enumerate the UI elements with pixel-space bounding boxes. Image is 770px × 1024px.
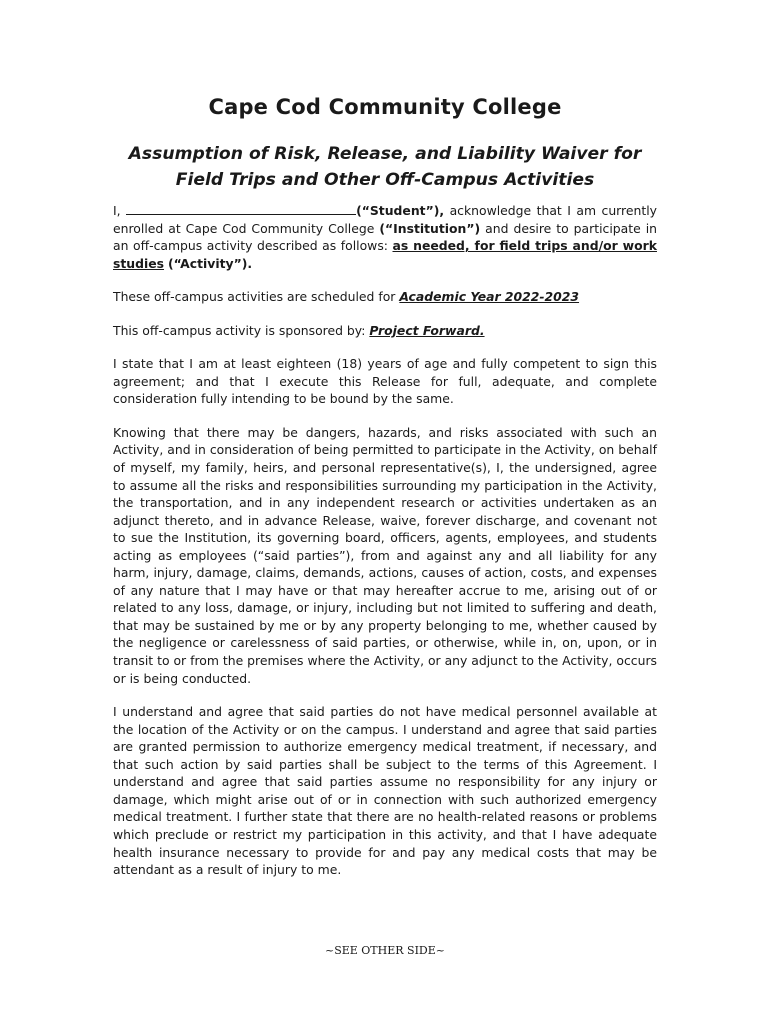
subtitle-line-1: Assumption of Risk, Release, and Liability Waiver for bbox=[128, 144, 642, 164]
sponsor-label: This off-campus activity is sponsored by: bbox=[113, 322, 366, 338]
schedule-line bbox=[113, 288, 657, 306]
institution-label: (“Institution”) bbox=[379, 220, 481, 236]
pronoun-i: I, bbox=[113, 203, 121, 218]
enrollment-text: acknowledge that I am currently enrolled at Cape Cod Community College bbox=[113, 203, 657, 236]
sponsor-value: Project Forward. bbox=[369, 322, 485, 338]
sponsor-line bbox=[113, 322, 657, 340]
subtitle-line-2: Field Trips and Other Off-Campus Activities bbox=[175, 170, 595, 190]
activity-label: (“Activity”). bbox=[167, 255, 253, 271]
participation-text: and desire to participate in an off-campus activity described as follows: bbox=[113, 220, 657, 254]
activity-description: as needed, for field trips and/or work studies bbox=[113, 238, 657, 271]
student-name-blank[interactable] bbox=[126, 202, 356, 215]
schedule-value: Academic Year 2022-2023 bbox=[399, 289, 580, 305]
student-label: (“Student”), bbox=[356, 203, 445, 218]
college-title: Cape Cod Community College bbox=[208, 95, 562, 119]
document-body bbox=[113, 202, 657, 895]
see-other-side-note: ~SEE OTHER SIDE~ bbox=[324, 944, 445, 957]
medical-paragraph: I understand and agree that said parties do not have medical personnel available at the location of the Activity or on the campus. I understand and agree that said parties are granted permission to authorize emergency medical treatment, if necessary, and that such action by said parties shall be subject to the terms of this Agreement. I understand and agree that said parties assume no responsibility for any injury or damage, which might arise out of or in connection with such authorized emergency medical treatment. I further state that there are no health-related reasons or problems which preclude or restrict my participation in this activity, and that I have adequate health insurance necessary to provide for and pay any medical costs that may be attendant as a result of injury to me. bbox=[113, 704, 657, 878]
schedule-label: These off-campus activities are scheduled for bbox=[113, 289, 396, 305]
enrollment-paragraph bbox=[113, 202, 657, 272]
age-paragraph: I state that I am at least eighteen (18) years of age and fully competent to sign this agreement; and that I execute this Release for full, adequate, and complete consideration fully intending to be bound by the same. bbox=[113, 356, 657, 407]
document-subtitle bbox=[0, 141, 770, 193]
risks-paragraph: Knowing that there may be dangers, hazards, and risks associated with such an Activity, and in consideration of being permitted to participate in the Activity, on behalf of myself, my family, heirs, and personal representative(s), I, the undersigned, agree to assume all the risks and responsibilities surrounding my participation in the Activity, the transportation, and in any independent research or activities undertaken as an adjunct thereto, and in advance Release, waive, forever discharge, and covenant not to sue the Institution, its governing board, officers, agents, employees, and students acting as employees (“said parties”), from and against any and all liability for any harm, injury, damage, claims, demands, actions, causes of action, costs, and expenses of any nature that I may have or that may hereafter accrue to me, arising out of or related to any loss, damage, or injury, including but not limited to suffering and death, that may be sustained by me or by any property belonging to me, whether caused by the negligence or carelessness of said parties, or otherwise, while in, on, upon, or in transit to or from the premises where the Activity, or any adjunct to the Activity, occurs or is being conducted. bbox=[113, 424, 657, 686]
